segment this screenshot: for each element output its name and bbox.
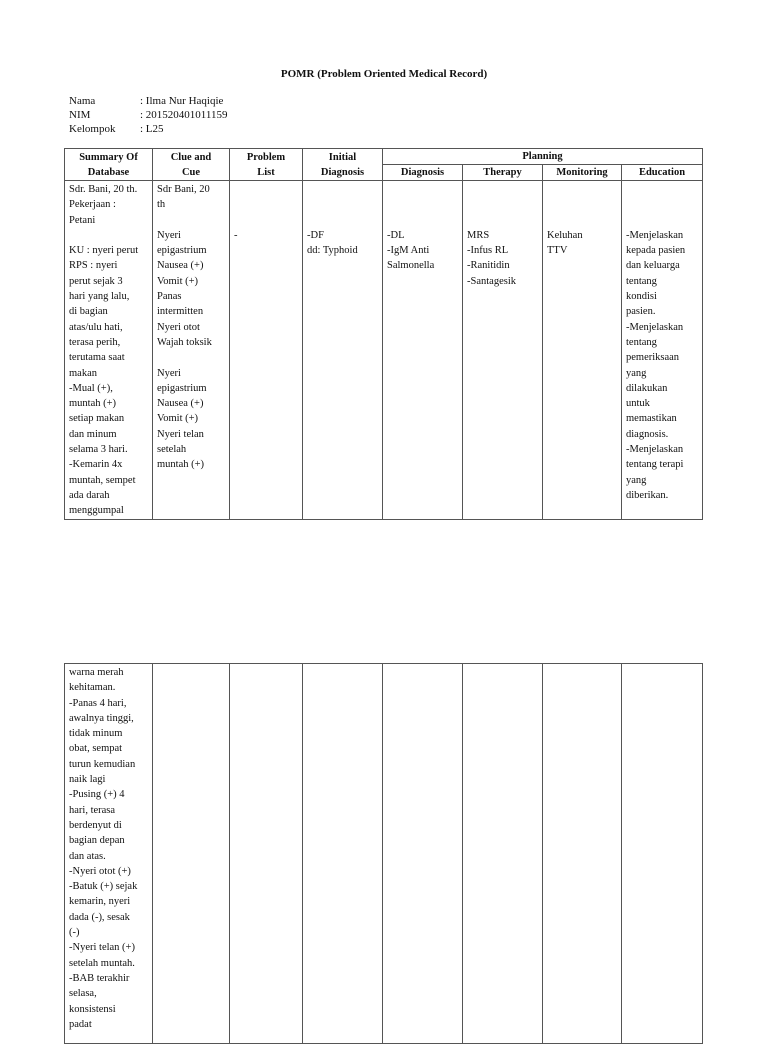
pomr-table-continued — [64, 663, 703, 1044]
cell-line: setelah muntah. — [69, 957, 135, 969]
info-row-nim — [69, 108, 228, 122]
info-value: : L25 — [140, 123, 164, 135]
table-row — [65, 664, 703, 1044]
cell-line: Salmonella — [387, 260, 435, 272]
cell-line: obat, sempat — [69, 743, 123, 755]
header-monitoring: Monitoring — [543, 165, 622, 181]
cell-line: (-) — [69, 927, 80, 939]
cell-line: TTV — [547, 245, 568, 257]
cell-line: hari yang lalu, — [69, 291, 130, 303]
header-planning: Planning — [383, 149, 703, 165]
cell-summary — [65, 664, 153, 1044]
info-label: Nama — [69, 95, 96, 107]
cell-line: tidak minum — [69, 728, 123, 740]
cell-clue — [153, 664, 230, 1044]
cell-line: konsistensi — [69, 1003, 116, 1015]
cell-line: MRS — [467, 229, 490, 241]
header-clue: Clue and Cue — [153, 149, 230, 181]
cell-line: muntah (+) — [157, 459, 205, 471]
cell-line — [387, 213, 458, 228]
cell-line — [157, 350, 225, 365]
cell-line: kepada pasien — [626, 245, 686, 257]
cell-summary — [65, 181, 153, 520]
cell-line — [547, 182, 617, 197]
cell-initial-diagnosis — [303, 181, 383, 520]
cell-line: atas/ulu hati, — [69, 321, 123, 333]
cell-line: di bagian — [69, 306, 108, 318]
cell-line: naik lagi — [69, 774, 106, 786]
header-initial-diagnosis: Initial Diagnosis — [303, 149, 383, 181]
cell-line: untuk — [626, 398, 650, 410]
cell-line: -Ranitidin — [467, 260, 510, 272]
cell-line: kehitaman. — [69, 682, 116, 694]
cell-line: Sdr. Bani, 20 th. — [69, 184, 138, 195]
cell-line: -Batuk (+) sejak — [69, 881, 138, 893]
cell-line: terasa perih, — [69, 336, 121, 348]
cell-line: kondisi — [626, 291, 657, 303]
cell-line — [157, 213, 225, 228]
cell-line: -Nyeri otot (+) — [69, 865, 131, 877]
cell-line: -Menjelaskan — [626, 444, 684, 456]
cell-line: turun kemudian — [69, 758, 136, 770]
cell-line: menggumpal — [69, 505, 124, 517]
header-therapy: Therapy — [463, 165, 543, 181]
cell-line: -BAB terakhir — [69, 972, 130, 984]
cell-diagnosis — [383, 664, 463, 1044]
cell-line: Sdr Bani, 20 — [157, 184, 210, 195]
patient-info — [69, 94, 228, 136]
cell-line — [69, 228, 148, 243]
header-problem-list: Problem List — [230, 149, 303, 181]
cell-line: -Menjelaskan — [626, 321, 684, 333]
cell-line: dilakukan — [626, 382, 668, 394]
cell-line: kemarin, nyeri — [69, 896, 131, 908]
cell-line: pasien. — [626, 306, 656, 318]
cell-line: Nyeri — [157, 229, 181, 241]
cell-line: bagian depan — [69, 835, 125, 847]
cell-line: selama 3 hari. — [69, 444, 128, 456]
cell-line: intermitten — [157, 306, 204, 318]
cell-line: -Nyeri telan (+) — [69, 942, 135, 954]
cell-line: th — [157, 199, 166, 211]
table-row — [65, 181, 703, 520]
cell-line: -DL — [387, 229, 405, 241]
cell-line: diagnosis. — [626, 428, 669, 440]
cell-monitoring — [543, 664, 622, 1044]
cell-line: -Menjelaskan — [626, 229, 684, 241]
header-education: Education — [622, 165, 703, 181]
cell-line: terutama saat — [69, 352, 125, 364]
info-value: : 201520401011159 — [140, 109, 228, 121]
cell-line: RPS : nyeri — [69, 260, 118, 272]
cell-line: Petani — [69, 214, 96, 226]
cell-line — [467, 197, 538, 212]
cell-line: yang — [626, 367, 647, 379]
cell-line — [387, 197, 458, 212]
cell-line: -Kemarin 4x — [69, 459, 123, 471]
cell-line: Vomit (+) — [157, 413, 199, 425]
cell-line: muntah, sempet — [69, 474, 136, 486]
cell-line: setelah — [157, 444, 187, 456]
info-row-kelompok — [69, 122, 228, 136]
cell-line: -IgM Anti — [387, 245, 430, 257]
cell-line: makan — [69, 367, 97, 379]
cell-line: -DF — [307, 229, 324, 241]
cell-line — [307, 182, 378, 197]
cell-line: tentang — [626, 336, 657, 348]
cell-line: muntah (+) — [69, 398, 117, 410]
cell-education — [622, 664, 703, 1044]
cell-line: Pekerjaan : — [69, 199, 116, 211]
cell-line: selasa, — [69, 988, 97, 1000]
cell-line: Keluhan — [547, 229, 583, 241]
cell-line: Nyeri otot — [157, 321, 200, 333]
cell-diagnosis — [383, 181, 463, 520]
cell-education — [622, 181, 703, 520]
cell-line: dan keluarga — [626, 260, 680, 272]
info-label: Kelompok — [69, 123, 116, 135]
cell-line: ada darah — [69, 489, 110, 501]
cell-line — [307, 213, 378, 228]
cell-problem-list — [230, 664, 303, 1044]
cell-line: dan minum — [69, 428, 117, 440]
cell-line: Nyeri telan — [157, 428, 204, 440]
cell-line: -Santagesik — [467, 275, 516, 287]
cell-line: Wajah toksik — [157, 336, 212, 348]
cell-line — [234, 213, 298, 228]
cell-therapy — [463, 664, 543, 1044]
cell-line: setiap makan — [69, 413, 125, 425]
cell-line — [547, 213, 617, 228]
cell-line: tentang terapi — [626, 459, 684, 471]
cell-line: dan atas. — [69, 850, 106, 862]
cell-line: Nausea (+) — [157, 260, 204, 272]
cell-line: -Pusing (+) 4 — [69, 789, 125, 801]
cell-line: epigastrium — [157, 382, 207, 394]
header-diagnosis: Diagnosis — [383, 165, 463, 181]
cell-line — [467, 182, 538, 197]
cell-problem-list — [230, 181, 303, 520]
pomr-table — [64, 148, 703, 520]
cell-line: KU : nyeri perut — [69, 245, 139, 257]
cell-line: epigastrium — [157, 245, 207, 257]
cell-line: warna merah — [69, 667, 124, 678]
cell-line: dd: Typhoid — [307, 245, 358, 257]
page-title: POMR (Problem Oriented Medical Record) — [280, 68, 488, 80]
info-row-nama — [69, 94, 228, 108]
cell-line: -Panas 4 hari, — [69, 697, 127, 709]
cell-therapy — [463, 181, 543, 520]
cell-line: tentang — [626, 275, 657, 287]
cell-line: Nausea (+) — [157, 398, 204, 410]
cell-line — [387, 182, 458, 197]
header-summary: Summary Of Database — [65, 149, 153, 181]
cell-line: pemeriksaan — [626, 352, 680, 364]
cell-line: Panas — [157, 291, 182, 303]
cell-initial-diagnosis — [303, 664, 383, 1044]
cell-line — [626, 182, 698, 197]
cell-line — [547, 197, 617, 212]
cell-line: berdenyut di — [69, 819, 122, 831]
info-label: NIM — [69, 109, 91, 121]
cell-line — [626, 213, 698, 228]
cell-line: awalnya tinggi, — [69, 712, 134, 724]
cell-line: perut sejak 3 — [69, 275, 123, 287]
cell-line: Nyeri — [157, 367, 181, 379]
cell-line: hari, terasa — [69, 804, 116, 816]
cell-line — [234, 182, 298, 197]
cell-line — [307, 197, 378, 212]
cell-line — [626, 197, 698, 212]
info-value: : Ilma Nur Haqiqie — [140, 95, 224, 107]
cell-line: -Mual (+), — [69, 382, 113, 394]
cell-line — [467, 213, 538, 228]
cell-line: padat — [69, 1018, 92, 1030]
cell-line: memastikan — [626, 413, 677, 425]
cell-line: -Infus RL — [467, 245, 509, 257]
cell-monitoring — [543, 181, 622, 520]
cell-line — [234, 197, 298, 212]
cell-line: diberikan. — [626, 489, 669, 501]
cell-line: - — [234, 229, 238, 241]
cell-line: Vomit (+) — [157, 275, 199, 287]
cell-line: dada (-), sesak — [69, 911, 130, 923]
cell-clue — [153, 181, 230, 520]
cell-line: yang — [626, 474, 647, 486]
